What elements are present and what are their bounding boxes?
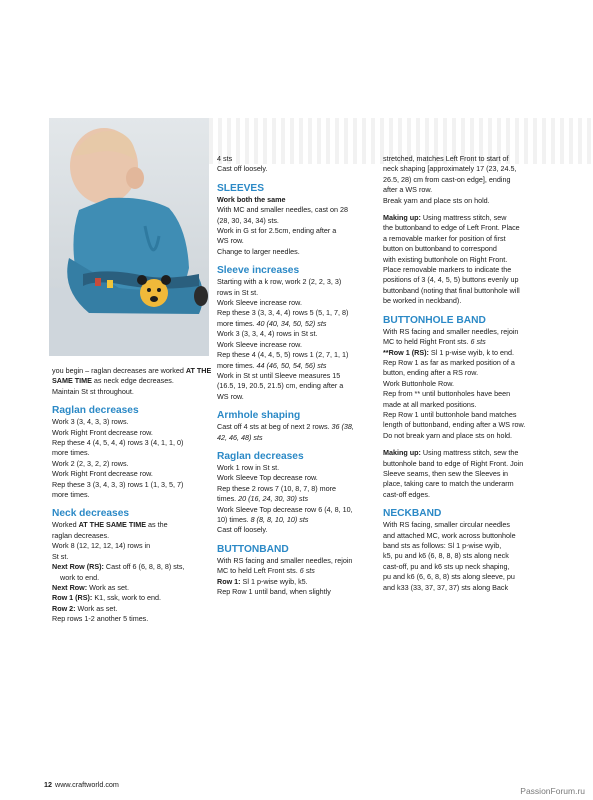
raglan-line: Work 2 (2, 3, 2, 2) rows. xyxy=(52,458,129,468)
raglan-line: Work Right Front decrease row. xyxy=(52,469,153,479)
sleeve-inc-line: Rep these 3 (3, 3, 4, 4) rows 5 (5, 1, 7, 8) xyxy=(217,308,349,318)
sleeve-inc-line: (16.5, 19, 20.5, 21.5) cm, ending after a xyxy=(217,381,344,391)
buttonhole-line: Work Buttonhole Row. xyxy=(383,378,454,388)
buttonhole-band-heading: BUTTONHOLE BAND xyxy=(383,314,486,326)
neckband-line: pu and k6 (6, 6, 8, 8) sts along sleeve, pu xyxy=(383,572,515,582)
next-row-rs-cont: work to end. xyxy=(60,572,100,582)
making-up-line: be worked in neckband). xyxy=(383,296,462,306)
armhole-line: Cast off 4 sts at beg of next 2 rows. 36 (38, xyxy=(217,422,354,432)
rep-rows: Rep rows 1-2 another 5 times. xyxy=(52,614,149,624)
raglan-line: more times. xyxy=(52,490,90,500)
buttonhole-line: length of buttonband, ending after a WS row. xyxy=(383,420,526,430)
sleeve-inc-line: more times. 44 (46, 50, 54, 56) sts xyxy=(217,360,327,370)
making-up-line: a removable marker for position of first xyxy=(383,233,506,243)
row-2: Row 2: Work as set. xyxy=(52,603,118,613)
sleeve-inc-line: WS row. xyxy=(217,391,244,401)
raglan-decreases-heading-2: Raglan decreases xyxy=(217,450,304,462)
making-up-line: place, taking care to match the underarm xyxy=(383,479,514,489)
column-1 xyxy=(52,366,212,625)
sleeves-line: Work in G st for 2.5cm, ending after a xyxy=(217,226,337,236)
sleeves-line: With MC and smaller needles, cast on 28 xyxy=(217,205,349,215)
buttonhole-line: Rep Row 1 as far as marked position of a xyxy=(383,357,515,367)
buttonhole-line: With RS facing and smaller needles, rejoin xyxy=(383,326,519,336)
neck-line: St st. xyxy=(52,551,69,561)
raglan2-line: times. 20 (16, 24, 30, 30) sts xyxy=(217,494,309,504)
sleeve-inc-line: Work in St st until Sleeve measures 15 xyxy=(217,370,341,380)
raglan-decreases-heading: Raglan decreases xyxy=(52,405,139,417)
raglan2-line: Work Sleeve Top decrease row 6 (4, 8, 10, xyxy=(217,504,353,514)
next-row-rs: Next Row (RS): Cast off 6 (6, 8, 8, 8) sts, xyxy=(52,562,185,572)
top-line: Break yarn and place sts on hold. xyxy=(383,195,490,205)
neckband-line: band sts as follows: Sl 1 p-wise wyib, xyxy=(383,541,502,550)
buttonhole-line: Rep Row 1 until buttonhole band matches xyxy=(383,409,517,419)
neck-decreases-heading: Neck decreases xyxy=(52,508,130,520)
raglan-line: more times. xyxy=(52,448,90,458)
buttonband-line: MC to held Left Front sts. 6 sts xyxy=(217,566,315,576)
page-number: 12 xyxy=(44,780,52,789)
neckband-line: cast-off, pu and k6 sts up neck shaping, xyxy=(383,561,510,571)
neckband-line: and attached MC, work across buttonhole xyxy=(383,530,516,540)
making-up-line: with existing buttonhole on Right Front. xyxy=(383,254,508,264)
raglan2-line: Rep these 2 rows 7 (10, 8, 7, 8) more xyxy=(217,483,337,493)
top-line: 26.5, 28) cm from cast-on edge], ending xyxy=(383,174,511,184)
sleeves-line: Change to larger needles. xyxy=(217,246,300,256)
intro-text: you begin – raglan decreases are worked AT THE SAME TIME as neck edge decreases. xyxy=(52,366,212,386)
neckband-heading: NECKBAND xyxy=(383,508,442,520)
site-url[interactable]: www.craftworld.com xyxy=(55,780,119,789)
baby-cardigan-photo xyxy=(49,118,209,356)
sleeves-line: (28, 30, 34, 34) sts. xyxy=(217,215,279,225)
sleeves-heading: SLEEVES xyxy=(217,182,264,194)
raglan-line: Work 3 (3, 4, 3, 3) rows. xyxy=(52,417,129,427)
sleeve-inc-line: Work Sleeve increase row. xyxy=(217,298,302,308)
making-up-line: button on buttonband to correspond xyxy=(383,244,497,254)
raglan2-line: Cast off loosely. xyxy=(217,525,268,535)
raglan2-line: 10) times. 8 (8, 8, 10, 10) sts xyxy=(217,514,309,524)
sleeve-inc-line: rows in St st. xyxy=(217,287,259,297)
making-up-line: positions of 3 (4, 4, 5, 5) buttons evenly up xyxy=(383,275,519,285)
neckband-line: k5, pu and k6 (6, 8, 8, 8) sts along neck xyxy=(383,551,509,561)
neck-line: Work 8 (12, 12, 12, 14) rows in xyxy=(52,541,151,551)
top-line: neck shaping [approximately 17 (23, 24.5, xyxy=(383,164,517,174)
buttonhole-line: button, ending after a RS row. xyxy=(383,368,479,378)
buttonband-line: Rep Row 1 until band, when slightly xyxy=(217,587,331,596)
making-up-line: cast-off edges. xyxy=(383,489,431,499)
buttonhole-line: Do not break yarn and place sts on hold. xyxy=(383,430,513,440)
next-row-ws: Next Row: Work as set. xyxy=(52,582,129,592)
top-line: 4 sts xyxy=(217,154,233,163)
sleeve-inc-line: Work 3 (3, 3, 4, 4) rows in St st. xyxy=(217,329,318,339)
raglan2-line: Work 1 row in St st. xyxy=(217,462,280,472)
making-up-line: buttonband (noting that final buttonhole will xyxy=(383,285,520,295)
watermark: PassionForum.ru xyxy=(520,786,585,796)
column-2 xyxy=(217,154,372,597)
sleeve-inc-line: more times. 40 (40, 34, 50, 52) sts xyxy=(217,318,327,328)
making-up-line: the buttonband to edge of Left Front. Place xyxy=(383,223,520,233)
neck-line: raglan decreases. xyxy=(52,530,110,540)
armhole-shaping-heading: Armhole shaping xyxy=(217,410,301,422)
armhole-line: 42, 46, 48) sts xyxy=(217,432,263,442)
making-up-1: Making up: Using mattress stitch, sew xyxy=(383,213,507,223)
neckband-line: With RS facing, smaller circular needles xyxy=(383,520,511,530)
buttonhole-line: MC to held Right Front sts. 6 sts xyxy=(383,337,486,347)
buttonband-row-1: Row 1: Sl 1 p-wise wyib, k5. xyxy=(217,576,308,586)
top-line: after a WS row. xyxy=(383,185,433,195)
raglan2-line: Work Sleeve Top decrease row. xyxy=(217,473,318,483)
making-up-2: Making up: Using mattress stitch, sew the xyxy=(383,448,519,458)
column-3 xyxy=(383,154,543,593)
raglan-line: Rep these 3 (3, 4, 3, 3) rows 1 (1, 3, 5, 7) xyxy=(52,479,184,489)
buttonhole-line: Rep from ** until buttonholes have been xyxy=(383,389,511,399)
top-line: stretched, matches Left Front to start of xyxy=(383,154,509,163)
neckband-line: and k33 (33, 37, 37, 37) sts along Back xyxy=(383,582,509,592)
making-up-line: Sleeve seams, then sew the Sleeves in xyxy=(383,468,509,478)
buttonhole-line: made at all marked positions. xyxy=(383,399,477,409)
sleeve-inc-line: Work Sleeve increase row. xyxy=(217,339,302,349)
making-up-line: buttonhole band to edge of Right Front. Join xyxy=(383,458,524,468)
top-line: Cast off loosely. xyxy=(217,164,268,174)
sleeve-inc-line: Starting with a k row, work 2 (2, 2, 3, 3) xyxy=(217,277,342,287)
raglan-line: Rep these 4 (4, 5, 4, 4) rows 3 (4, 1, 1, 0) xyxy=(52,438,184,448)
sleeve-inc-line: Rep these 4 (4, 4, 5, 5) rows 1 (2, 7, 1, 1) xyxy=(217,350,349,360)
buttonhole-row-1: **Row 1 (RS): Sl 1 p-wise wyib, k to end. xyxy=(383,347,515,357)
row-1: Row 1 (RS): K1, ssk, work to end. xyxy=(52,593,162,603)
buttonband-heading: BUTTONBAND xyxy=(217,543,289,555)
neck-line: Worked AT THE SAME TIME as the xyxy=(52,520,168,530)
buttonband-line: With RS facing and smaller needles, rejoin xyxy=(217,555,353,565)
raglan-line: Work Right Front decrease row. xyxy=(52,427,153,437)
sleeves-line: WS row. xyxy=(217,236,244,246)
sleeves-subheading: Work both the same xyxy=(217,194,286,204)
intro-text-2: Maintain St st throughout. xyxy=(52,386,134,396)
page-footer xyxy=(44,780,119,789)
making-up-line: Place removable markers to indicate the xyxy=(383,265,512,275)
sleeve-increases-heading: Sleeve increases xyxy=(217,265,300,277)
